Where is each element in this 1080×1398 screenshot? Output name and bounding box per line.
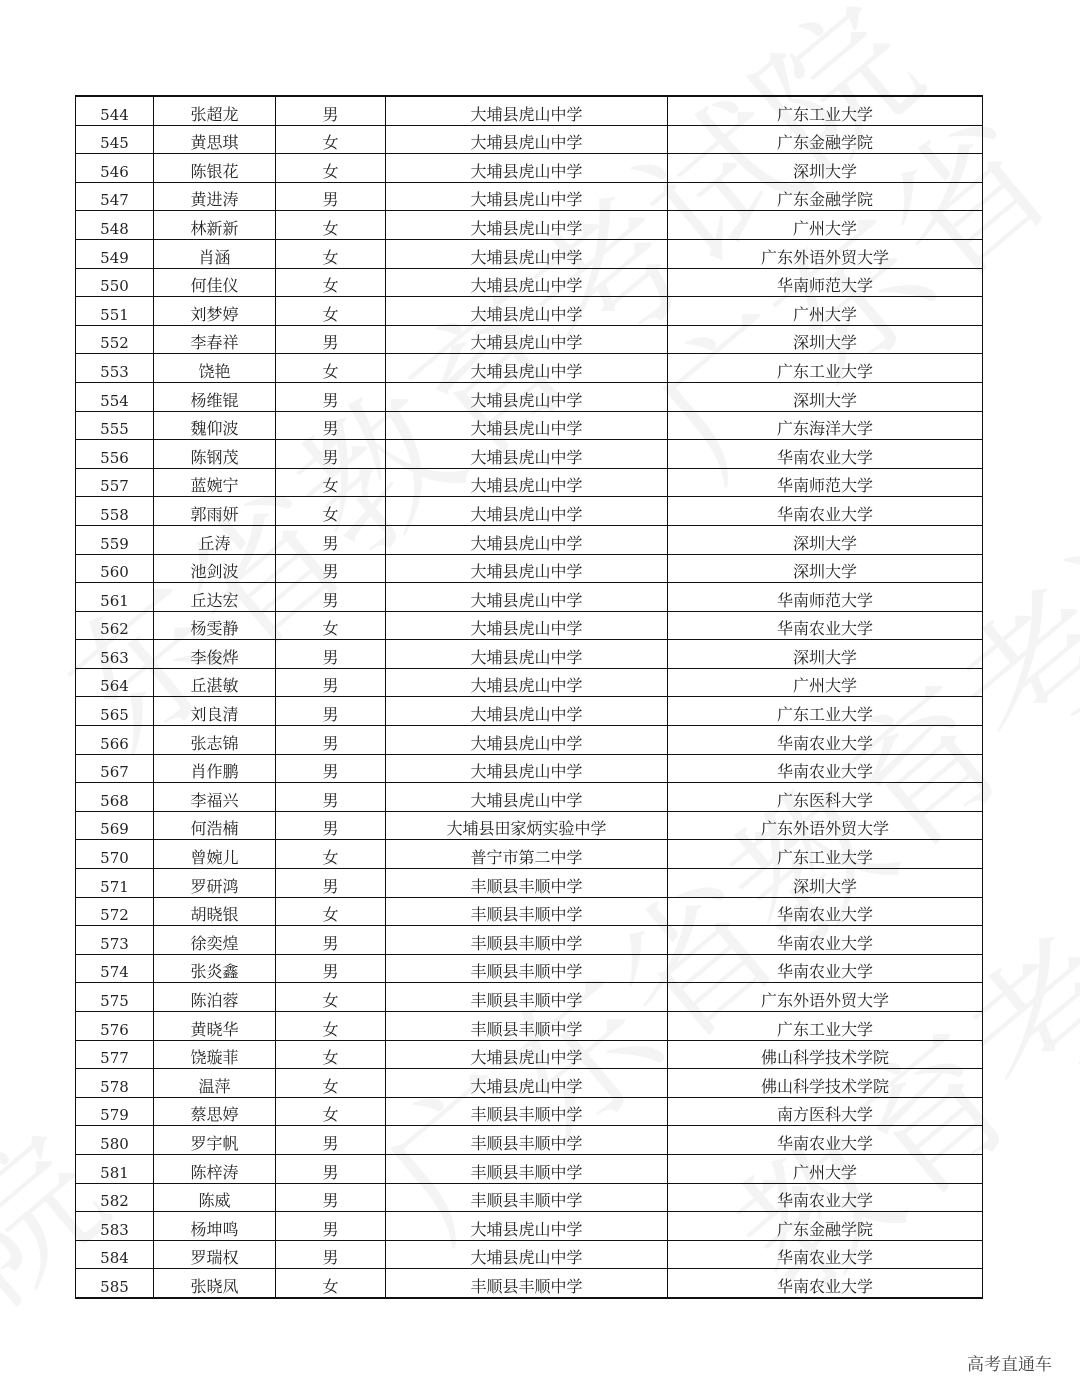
- table-row: [76, 325, 983, 354]
- university-cell: 华南农业大学: [668, 954, 983, 983]
- row-number-cell: 580: [76, 1126, 154, 1155]
- student-name-cell: 张志锦: [154, 726, 276, 755]
- table-row: [76, 268, 983, 297]
- table-row: [76, 525, 983, 554]
- high-school-cell: 丰顺县丰顺中学: [386, 983, 668, 1012]
- student-name-cell: 丘涛: [154, 525, 276, 554]
- table-row: [76, 840, 983, 869]
- table-row: [76, 1040, 983, 1069]
- row-number-cell: 555: [76, 411, 154, 440]
- high-school-cell: 大埔县虎山中学: [386, 611, 668, 640]
- university-cell: 深圳大学: [668, 382, 983, 411]
- student-name-cell: 蔡思婷: [154, 1097, 276, 1126]
- university-cell: 华南农业大学: [668, 611, 983, 640]
- student-name-cell: 杨维锟: [154, 382, 276, 411]
- row-number-cell: 552: [76, 325, 154, 354]
- student-name-cell: 陈泊蓉: [154, 983, 276, 1012]
- high-school-cell: 丰顺县丰顺中学: [386, 1097, 668, 1126]
- university-cell: 华南农业大学: [668, 440, 983, 469]
- student-name-cell: 刘良清: [154, 697, 276, 726]
- table-row: [76, 954, 983, 983]
- university-cell: 佛山科学技术学院: [668, 1040, 983, 1069]
- table-row: [76, 1126, 983, 1155]
- gender-cell: 男: [276, 182, 386, 211]
- student-name-cell: 陈银花: [154, 154, 276, 183]
- table-row: [76, 754, 983, 783]
- university-cell: 华南农业大学: [668, 897, 983, 926]
- student-name-cell: 池剑波: [154, 554, 276, 583]
- high-school-cell: 大埔县虎山中学: [386, 354, 668, 383]
- row-number-cell: 554: [76, 382, 154, 411]
- student-name-cell: 李俊烨: [154, 640, 276, 669]
- student-name-cell: 丘达宏: [154, 583, 276, 612]
- table-row: [76, 1183, 983, 1212]
- row-number-cell: 565: [76, 697, 154, 726]
- table-row: [76, 96, 983, 125]
- university-cell: 华南农业大学: [668, 1183, 983, 1212]
- gender-cell: 男: [276, 411, 386, 440]
- high-school-cell: 大埔县虎山中学: [386, 440, 668, 469]
- row-number-cell: 582: [76, 1183, 154, 1212]
- gender-cell: 男: [276, 811, 386, 840]
- university-cell: 广东金融学院: [668, 182, 983, 211]
- student-name-cell: 李福兴: [154, 783, 276, 812]
- university-cell: 广州大学: [668, 1154, 983, 1183]
- student-name-cell: 陈梓涛: [154, 1154, 276, 1183]
- gender-cell: 女: [276, 239, 386, 268]
- gender-cell: 男: [276, 640, 386, 669]
- university-cell: 广东金融学院: [668, 125, 983, 154]
- gender-cell: 女: [276, 897, 386, 926]
- high-school-cell: 大埔县虎山中学: [386, 468, 668, 497]
- student-name-cell: 蓝婉宁: [154, 468, 276, 497]
- row-number-cell: 556: [76, 440, 154, 469]
- row-number-cell: 576: [76, 1012, 154, 1041]
- table-row: [76, 354, 983, 383]
- table-row: [76, 1069, 983, 1098]
- university-cell: 深圳大学: [668, 869, 983, 898]
- student-name-cell: 李春祥: [154, 325, 276, 354]
- table-row: [76, 697, 983, 726]
- row-number-cell: 575: [76, 983, 154, 1012]
- student-name-cell: 陈威: [154, 1183, 276, 1212]
- student-name-cell: 张炎鑫: [154, 954, 276, 983]
- row-number-cell: 547: [76, 182, 154, 211]
- gender-cell: 男: [276, 1183, 386, 1212]
- row-number-cell: 574: [76, 954, 154, 983]
- student-name-cell: 徐奕煌: [154, 926, 276, 955]
- high-school-cell: 大埔县虎山中学: [386, 754, 668, 783]
- table-row: [76, 211, 983, 240]
- table-row: [76, 783, 983, 812]
- row-number-cell: 548: [76, 211, 154, 240]
- table-row: [76, 125, 983, 154]
- gender-cell: 女: [276, 840, 386, 869]
- row-number-cell: 583: [76, 1212, 154, 1241]
- student-name-cell: 何佳仪: [154, 268, 276, 297]
- university-cell: 广州大学: [668, 297, 983, 326]
- university-cell: 深圳大学: [668, 154, 983, 183]
- table-row: [76, 1012, 983, 1041]
- high-school-cell: 大埔县虎山中学: [386, 1069, 668, 1098]
- university-cell: 佛山科学技术学院: [668, 1069, 983, 1098]
- high-school-cell: 大埔县虎山中学: [386, 182, 668, 211]
- university-cell: 广东工业大学: [668, 96, 983, 125]
- gender-cell: 男: [276, 668, 386, 697]
- row-number-cell: 553: [76, 354, 154, 383]
- student-name-cell: 张超龙: [154, 96, 276, 125]
- high-school-cell: 大埔县虎山中学: [386, 1212, 668, 1241]
- row-number-cell: 566: [76, 726, 154, 755]
- university-cell: 深圳大学: [668, 640, 983, 669]
- university-cell: 广州大学: [668, 211, 983, 240]
- high-school-cell: 丰顺县丰顺中学: [386, 954, 668, 983]
- table-row: [76, 811, 983, 840]
- student-name-cell: 刘梦婷: [154, 297, 276, 326]
- high-school-cell: 大埔县虎山中学: [386, 325, 668, 354]
- student-name-cell: 杨坤鸣: [154, 1212, 276, 1241]
- high-school-cell: 大埔县虎山中学: [386, 382, 668, 411]
- gender-cell: 女: [276, 125, 386, 154]
- row-number-cell: 579: [76, 1097, 154, 1126]
- high-school-cell: 大埔县虎山中学: [386, 697, 668, 726]
- row-number-cell: 584: [76, 1240, 154, 1269]
- gender-cell: 男: [276, 554, 386, 583]
- row-number-cell: 572: [76, 897, 154, 926]
- gender-cell: 女: [276, 1097, 386, 1126]
- student-name-cell: 黄进涛: [154, 182, 276, 211]
- row-number-cell: 581: [76, 1154, 154, 1183]
- table-row: [76, 497, 983, 526]
- student-name-cell: 丘湛敏: [154, 668, 276, 697]
- student-name-cell: 魏仰波: [154, 411, 276, 440]
- high-school-cell: 丰顺县丰顺中学: [386, 897, 668, 926]
- table-row: [76, 1154, 983, 1183]
- gender-cell: 女: [276, 268, 386, 297]
- university-cell: 南方医科大学: [668, 1097, 983, 1126]
- table-row: [76, 382, 983, 411]
- student-name-cell: 陈钢茂: [154, 440, 276, 469]
- university-cell: 广东医科大学: [668, 783, 983, 812]
- gender-cell: 女: [276, 1069, 386, 1098]
- table-row: [76, 411, 983, 440]
- high-school-cell: 大埔县虎山中学: [386, 211, 668, 240]
- gender-cell: 男: [276, 754, 386, 783]
- table-row: [76, 640, 983, 669]
- high-school-cell: 大埔县虎山中学: [386, 1040, 668, 1069]
- high-school-cell: 大埔县虎山中学: [386, 497, 668, 526]
- student-name-cell: 饶艳: [154, 354, 276, 383]
- university-cell: 华南农业大学: [668, 1269, 983, 1298]
- high-school-cell: 大埔县虎山中学: [386, 783, 668, 812]
- gender-cell: 男: [276, 1154, 386, 1183]
- source-caption: 高考直通车: [967, 1355, 1052, 1375]
- table-row: [76, 440, 983, 469]
- table-row: [76, 182, 983, 211]
- student-name-cell: 罗宇帆: [154, 1126, 276, 1155]
- university-cell: 华南农业大学: [668, 1126, 983, 1155]
- high-school-cell: 普宁市第二中学: [386, 840, 668, 869]
- university-cell: 华南农业大学: [668, 497, 983, 526]
- university-cell: 广东工业大学: [668, 1012, 983, 1041]
- row-number-cell: 573: [76, 926, 154, 955]
- gender-cell: 男: [276, 96, 386, 125]
- gender-cell: 女: [276, 497, 386, 526]
- university-cell: 广东工业大学: [668, 354, 983, 383]
- table-row: [76, 726, 983, 755]
- university-cell: 华南师范大学: [668, 468, 983, 497]
- university-cell: 广东工业大学: [668, 697, 983, 726]
- row-number-cell: 550: [76, 268, 154, 297]
- gender-cell: 男: [276, 583, 386, 612]
- row-number-cell: 564: [76, 668, 154, 697]
- university-cell: 广东外语外贸大学: [668, 811, 983, 840]
- table-row: [76, 1240, 983, 1269]
- student-name-cell: 肖作鹏: [154, 754, 276, 783]
- high-school-cell: 丰顺县丰顺中学: [386, 1126, 668, 1155]
- gender-cell: 男: [276, 954, 386, 983]
- row-number-cell: 563: [76, 640, 154, 669]
- student-name-cell: 饶璇菲: [154, 1040, 276, 1069]
- table-body: [76, 96, 983, 1298]
- high-school-cell: 大埔县虎山中学: [386, 726, 668, 755]
- gender-cell: 女: [276, 297, 386, 326]
- student-name-cell: 林新新: [154, 211, 276, 240]
- high-school-cell: 丰顺县丰顺中学: [386, 1154, 668, 1183]
- gender-cell: 男: [276, 382, 386, 411]
- gender-cell: 女: [276, 1012, 386, 1041]
- high-school-cell: 大埔县虎山中学: [386, 525, 668, 554]
- high-school-cell: 丰顺县丰顺中学: [386, 1183, 668, 1212]
- table-row: [76, 611, 983, 640]
- table-row: [76, 239, 983, 268]
- row-number-cell: 561: [76, 583, 154, 612]
- student-name-cell: 罗研鸿: [154, 869, 276, 898]
- gender-cell: 男: [276, 325, 386, 354]
- student-name-cell: 何浩楠: [154, 811, 276, 840]
- university-cell: 广东外语外贸大学: [668, 983, 983, 1012]
- high-school-cell: 大埔县虎山中学: [386, 268, 668, 297]
- high-school-cell: 丰顺县丰顺中学: [386, 926, 668, 955]
- student-name-cell: 张晓凤: [154, 1269, 276, 1298]
- admission-table: [75, 95, 983, 1299]
- row-number-cell: 585: [76, 1269, 154, 1298]
- table-row: [76, 583, 983, 612]
- gender-cell: 女: [276, 1040, 386, 1069]
- row-number-cell: 545: [76, 125, 154, 154]
- university-cell: 广东外语外贸大学: [668, 239, 983, 268]
- row-number-cell: 562: [76, 611, 154, 640]
- high-school-cell: 大埔县虎山中学: [386, 96, 668, 125]
- gender-cell: 男: [276, 783, 386, 812]
- high-school-cell: 大埔县虎山中学: [386, 554, 668, 583]
- high-school-cell: 大埔县虎山中学: [386, 668, 668, 697]
- table-row: [76, 554, 983, 583]
- student-name-cell: 郭雨妍: [154, 497, 276, 526]
- student-name-cell: 曾婉儿: [154, 840, 276, 869]
- student-name-cell: 黄思琪: [154, 125, 276, 154]
- university-cell: 华南农业大学: [668, 926, 983, 955]
- gender-cell: 男: [276, 525, 386, 554]
- row-number-cell: 558: [76, 497, 154, 526]
- table-row: [76, 1212, 983, 1241]
- high-school-cell: 丰顺县丰顺中学: [386, 1269, 668, 1298]
- student-name-cell: 胡晓银: [154, 897, 276, 926]
- gender-cell: 男: [276, 1126, 386, 1155]
- gender-cell: 男: [276, 440, 386, 469]
- row-number-cell: 557: [76, 468, 154, 497]
- high-school-cell: 大埔县虎山中学: [386, 239, 668, 268]
- gender-cell: 男: [276, 869, 386, 898]
- high-school-cell: 大埔县田家炳实验中学: [386, 811, 668, 840]
- table-row: [76, 983, 983, 1012]
- student-name-cell: 杨雯静: [154, 611, 276, 640]
- university-cell: 华南师范大学: [668, 583, 983, 612]
- table-row: [76, 297, 983, 326]
- row-number-cell: 567: [76, 754, 154, 783]
- student-name-cell: 肖涵: [154, 239, 276, 268]
- table-row: [76, 154, 983, 183]
- gender-cell: 女: [276, 154, 386, 183]
- university-cell: 广东海洋大学: [668, 411, 983, 440]
- gender-cell: 女: [276, 1269, 386, 1298]
- gender-cell: 男: [276, 1212, 386, 1241]
- university-cell: 深圳大学: [668, 325, 983, 354]
- gender-cell: 女: [276, 468, 386, 497]
- university-cell: 广州大学: [668, 668, 983, 697]
- high-school-cell: 大埔县虎山中学: [386, 583, 668, 612]
- gender-cell: 男: [276, 926, 386, 955]
- table-row: [76, 897, 983, 926]
- row-number-cell: 560: [76, 554, 154, 583]
- university-cell: 华南师范大学: [668, 268, 983, 297]
- gender-cell: 男: [276, 726, 386, 755]
- high-school-cell: 大埔县虎山中学: [386, 125, 668, 154]
- row-number-cell: 571: [76, 869, 154, 898]
- row-number-cell: 549: [76, 239, 154, 268]
- row-number-cell: 568: [76, 783, 154, 812]
- high-school-cell: 大埔县虎山中学: [386, 154, 668, 183]
- row-number-cell: 559: [76, 525, 154, 554]
- table-row: [76, 668, 983, 697]
- university-cell: 华南农业大学: [668, 754, 983, 783]
- university-cell: 深圳大学: [668, 525, 983, 554]
- high-school-cell: 大埔县虎山中学: [386, 411, 668, 440]
- student-name-cell: 温萍: [154, 1069, 276, 1098]
- high-school-cell: 丰顺县丰顺中学: [386, 1012, 668, 1041]
- table-row: [76, 468, 983, 497]
- row-number-cell: 546: [76, 154, 154, 183]
- row-number-cell: 544: [76, 96, 154, 125]
- gender-cell: 女: [276, 611, 386, 640]
- university-cell: 华南农业大学: [668, 1240, 983, 1269]
- row-number-cell: 569: [76, 811, 154, 840]
- row-number-cell: 570: [76, 840, 154, 869]
- student-name-cell: 黄晓华: [154, 1012, 276, 1041]
- gender-cell: 男: [276, 1240, 386, 1269]
- gender-cell: 女: [276, 354, 386, 383]
- row-number-cell: 577: [76, 1040, 154, 1069]
- gender-cell: 女: [276, 983, 386, 1012]
- university-cell: 深圳大学: [668, 554, 983, 583]
- gender-cell: 女: [276, 211, 386, 240]
- table-row: [76, 1269, 983, 1298]
- table-row: [76, 926, 983, 955]
- university-cell: 华南农业大学: [668, 726, 983, 755]
- table-row: [76, 1097, 983, 1126]
- high-school-cell: 大埔县虎山中学: [386, 640, 668, 669]
- table-row: [76, 869, 983, 898]
- gender-cell: 男: [276, 697, 386, 726]
- high-school-cell: 大埔县虎山中学: [386, 297, 668, 326]
- high-school-cell: 大埔县虎山中学: [386, 1240, 668, 1269]
- university-cell: 广东金融学院: [668, 1212, 983, 1241]
- university-cell: 广东工业大学: [668, 840, 983, 869]
- row-number-cell: 551: [76, 297, 154, 326]
- high-school-cell: 丰顺县丰顺中学: [386, 869, 668, 898]
- student-name-cell: 罗瑞权: [154, 1240, 276, 1269]
- row-number-cell: 578: [76, 1069, 154, 1098]
